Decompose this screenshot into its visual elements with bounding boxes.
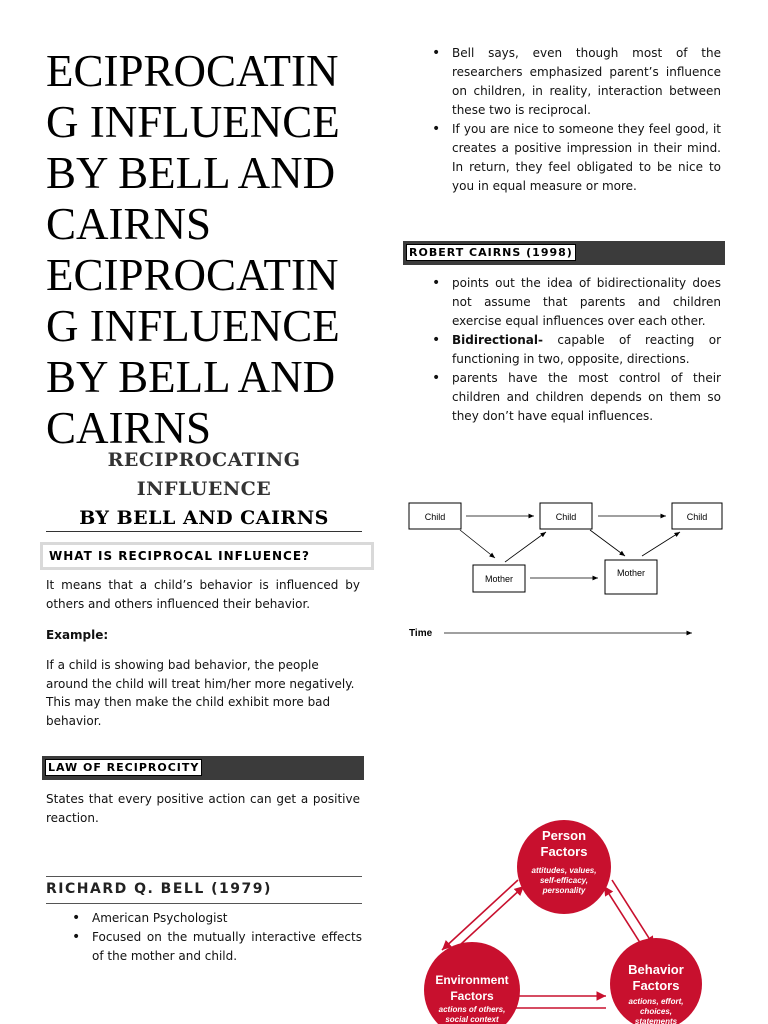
environment-description: actions of others, [438, 1005, 506, 1014]
cairns-heading-bar [403, 241, 725, 265]
title-line: G INFLUENCE [46, 301, 340, 351]
arrow [590, 530, 625, 556]
reciprocal-determinism-diagram [400, 810, 730, 1024]
law-heading: LAW OF RECIPROCITY [45, 759, 202, 776]
child-label: Child [686, 512, 708, 522]
list-item [430, 331, 721, 369]
environment-title: Environment [435, 973, 509, 987]
arrow [442, 880, 518, 950]
example-label: Example: [46, 628, 109, 642]
arrow [460, 530, 495, 558]
mother-label: Mother [484, 574, 514, 584]
person-title: Person [541, 828, 587, 843]
bell-list [70, 909, 362, 966]
cairns-list [430, 274, 721, 426]
list-item: • parents have the most control of their children and children depends on them so they don’t have equal influences. [430, 369, 721, 426]
person-description: attitudes, values, [531, 866, 597, 875]
child-label: Child [555, 512, 577, 522]
title-line: BY BELL AND [46, 352, 336, 402]
list-item: • points out the idea of bidirectionality does not assume that parents and children exercise equal influences over each other. [430, 274, 721, 331]
person-description: personality [542, 886, 586, 895]
what-is-heading: WHAT IS RECIPROCAL INFLUENCE? [40, 542, 374, 570]
bell-says-list [430, 44, 721, 196]
law-text: States that every positive action can get a positive reaction. [46, 792, 360, 825]
subtitle-line: RECIPROCATING [107, 449, 301, 471]
cairns-heading: ROBERT CAIRNS (1998) [406, 244, 576, 261]
arrow [505, 532, 546, 562]
person-description: self-efficacy, [539, 876, 589, 885]
subtitle-divider [46, 531, 362, 532]
environment-title: Factors [450, 989, 494, 1003]
environment-description: social context [445, 1015, 499, 1024]
title-line: ECIPROCATIN [46, 46, 339, 96]
title-line: G INFLUENCE [46, 97, 340, 147]
law-heading-bar [42, 756, 364, 780]
time-label: Time [409, 628, 433, 639]
list-item: • American Psychologist [70, 909, 362, 928]
subtitle [46, 446, 362, 533]
list-item: • Focused on the mutually interactive effects of the mother and child. [70, 928, 362, 966]
behavior-description: actions, effort, [628, 997, 684, 1006]
term-definition: capable of reacting or functioning in two, opposite, directions. [452, 333, 721, 366]
example-text: If a child is showing bad behavior, the people around the child will treat him/her more negatively. This may then make the child exhibit more bad behavior. [46, 658, 355, 728]
list-item: • Bell says, even though most of the researchers emphasized parent’s influence on children, in reality, interaction between these two is reciprocal. [430, 44, 721, 120]
behavior-title: Behavior [628, 962, 684, 977]
definition-text: It means that a child’s behavior is influenced by others and others influenced their behavior. [46, 578, 360, 611]
subtitle-line: BY BELL AND CAIRNS [79, 507, 329, 529]
list-item: • If you are nice to someone they feel good, it creates a positive impression in their mind. In return, they feel obligated to be nice to you in equal measure or more. [430, 120, 721, 196]
behavior-title: Factors [632, 978, 680, 993]
document-title [46, 46, 366, 454]
child-label: Child [424, 512, 446, 522]
arrow [612, 880, 654, 946]
mother-label: Mother [616, 568, 646, 578]
bell-heading: RICHARD Q. BELL (1979) [46, 881, 272, 897]
subtitle-line: INFLUENCE [136, 478, 272, 500]
title-line: ECIPROCATIN [46, 250, 339, 300]
behavior-description: statements [634, 1017, 678, 1024]
title-line: BY BELL AND [46, 148, 336, 198]
title-line: CAIRNS [46, 403, 212, 453]
person-title: Factors [540, 844, 588, 859]
behavior-description: choices, [639, 1007, 673, 1016]
bell-top-rule [46, 876, 362, 877]
term: Bidirectional- [452, 333, 543, 347]
arrow [642, 532, 680, 556]
title-line: CAIRNS [46, 199, 212, 249]
bidirectional-timeline-diagram [400, 490, 730, 650]
bell-bottom-rule [46, 903, 362, 904]
